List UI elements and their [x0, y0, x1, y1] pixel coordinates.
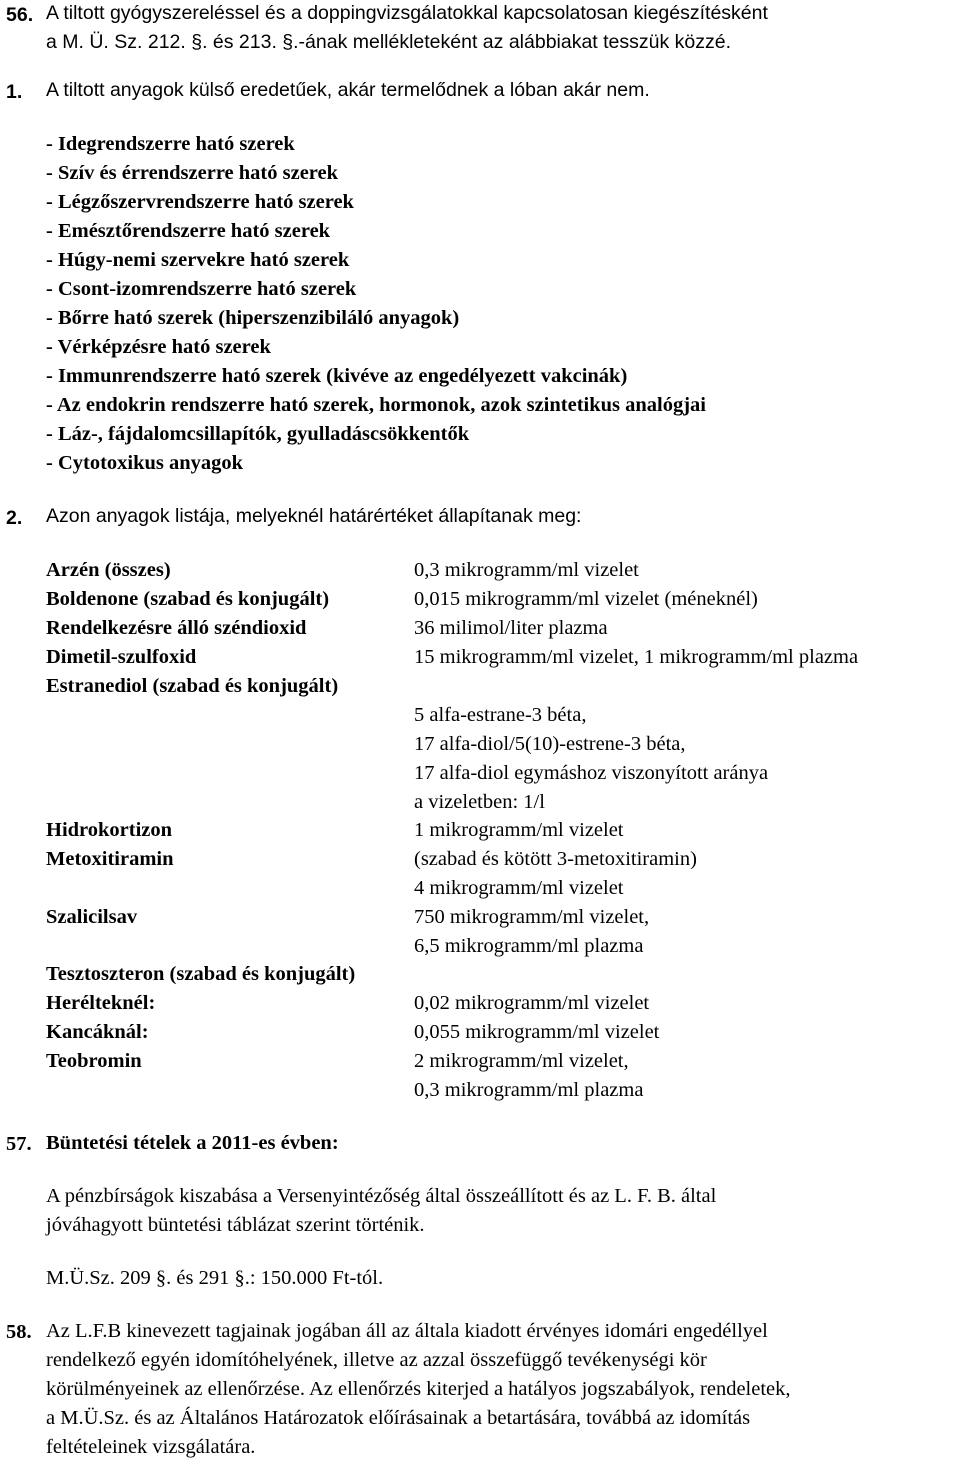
substance-limit: 0,055 mikrogramm/ml vizelet — [414, 1021, 660, 1043]
substance-limit: 4 mikrogramm/ml vizelet — [414, 877, 624, 899]
item-number: 2. — [6, 507, 23, 529]
substance-limit: 750 mikrogramm/ml vizelet, — [414, 906, 650, 928]
substance-limit: a vizeletben: 1/l — [414, 791, 545, 813]
substance-limit: 1 mikrogramm/ml vizelet — [414, 819, 624, 841]
paragraph-line: A pénzbírságok kiszabása a Versenyintézőség által összeállított és az L. F. B. által — [46, 1185, 717, 1207]
list-item: - Cytotoxikus anyagok — [46, 452, 244, 474]
substance-limit: 0,015 mikrogramm/ml vizelet (méneknél) — [414, 588, 758, 610]
substance-name: Dimetil-szulfoxid — [46, 646, 197, 668]
list-item: - Csont-izomrendszerre ható szerek — [46, 278, 357, 300]
paragraph-line: jóváhagyott büntetési táblázat szerint történik. — [46, 1214, 425, 1236]
list-item: - Emésztőrendszerre ható szerek — [46, 220, 331, 242]
list-item: - Légzőszervrendszerre ható szerek — [46, 191, 354, 213]
item-number: 1. — [6, 81, 23, 103]
substance-name: Estranediol (szabad és konjugált) — [46, 675, 339, 697]
fine-text: M.Ü.Sz. 209 §. és 291 §.: 150.000 Ft-tól. — [46, 1267, 384, 1289]
list-item: - Bőrre ható szerek (hiperszenzibiláló anyagok) — [46, 307, 460, 329]
section-number: 58. — [6, 1321, 32, 1343]
substance-name: Tesztoszteron (szabad és konjugált) — [46, 963, 356, 985]
section-heading: Büntetési tételek a 2011-es évben: — [46, 1132, 339, 1154]
list-item: - Húgy-nemi szervekre ható szerek — [46, 249, 350, 271]
list-item: - Idegrendszerre ható szerek — [46, 133, 295, 155]
substance-limit: (szabad és kötött 3-metoxitiramin) — [414, 848, 697, 870]
substance-limit: 0,3 mikrogramm/ml plazma — [414, 1079, 644, 1101]
substance-name: Boldenone (szabad és konjugált) — [46, 588, 330, 610]
substance-limit: 6,5 mikrogramm/ml plazma — [414, 935, 644, 957]
substance-limit: 5 alfa-estrane-3 béta, — [414, 704, 587, 726]
paragraph-line: a M.Ü.Sz. és az Általános Határozatok előírásainak a betartására, továbbá az idomítás — [46, 1407, 751, 1429]
substance-name: Herélteknél: — [46, 992, 156, 1014]
list-item: - Immunrendszerre ható szerek (kivéve az engedélyezett vakcinák) — [46, 365, 628, 387]
substance-limit: 15 mikrogramm/ml vizelet, 1 mikrogramm/ml plazma — [414, 646, 859, 668]
substance-limit: 0,3 mikrogramm/ml vizelet — [414, 559, 639, 581]
substance-name: Teobromin — [46, 1050, 142, 1072]
section-heading: A tiltott gyógyszereléssel és a doppingvizsgálatokkal kapcsolatosan kiegészítésként — [46, 2, 768, 24]
substance-limit: 17 alfa-diol egymáshoz viszonyított aránya — [414, 762, 769, 784]
paragraph-line: körülményeinek az ellenőrzése. Az ellenőrzés kiterjed a hatályos jogszabályok, rendeletek, — [46, 1378, 791, 1400]
list-item: - Láz-, fájdalomcsillapítók, gyulladáscsökkentők — [46, 423, 470, 445]
item-text: Azon anyagok listája, melyeknél határértéket állapítanak meg: — [46, 505, 582, 527]
substance-name: Hidrokortizon — [46, 819, 173, 841]
section-number: 57. — [6, 1133, 32, 1155]
item-text: A tiltott anyagok külső eredetűek, akár termelődnek a lóban akár nem. — [46, 79, 650, 101]
list-item: - Vérképzésre ható szerek — [46, 336, 271, 358]
substance-name: Arzén (összes) — [46, 559, 171, 581]
list-item: - Az endokrin rendszerre ható szerek, hormonok, azok szintetikus analógjai — [46, 394, 706, 416]
substance-limit: 2 mikrogramm/ml vizelet, — [414, 1050, 629, 1072]
section-heading: a M. Ü. Sz. 212. §. és 213. §.-ának mellékleteként az alábbiakat tesszük közzé. — [46, 31, 732, 53]
list-item: - Szív és érrendszerre ható szerek — [46, 162, 339, 184]
substance-name: Kancáknál: — [46, 1021, 149, 1043]
substance-limit: 0,02 mikrogramm/ml vizelet — [414, 992, 650, 1014]
paragraph-line: Az L.F.B kinevezett tagjainak jogában áll az általa kiadott érvényes idomári engedéllyel — [46, 1320, 768, 1342]
paragraph-line: rendelkező egyén idomítóhelyének, illetve az azzal összefüggő tevékenységi kör — [46, 1349, 707, 1371]
substance-name: Metoxitiramin — [46, 848, 174, 870]
substance-name: Szalicilsav — [46, 906, 138, 928]
substance-limit: 17 alfa-diol/5(10)-estrene-3 béta, — [414, 733, 686, 755]
substance-name: Rendelkezésre álló széndioxid — [46, 617, 307, 639]
paragraph-line: feltételeinek vizsgálatára. — [46, 1436, 256, 1458]
section-number: 56. — [6, 4, 34, 26]
substance-limit: 36 milimol/liter plazma — [414, 617, 608, 639]
